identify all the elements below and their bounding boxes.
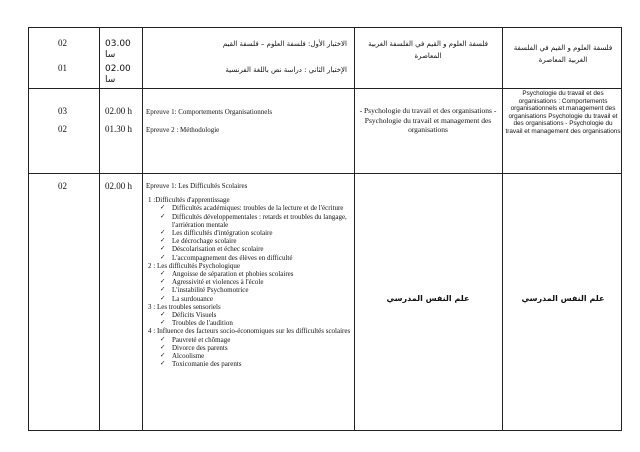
exam-table [28,27,622,431]
duration-cell: 02.00 سا [105,64,131,85]
section-heading: 1 :Difficultés d'apprentissage [148,196,230,205]
list-item: ✓ Déficits Visuels [146,311,351,319]
epreuve-title: Epreuve 1: Les Difficultés Scolaires [146,182,248,190]
list-item: ✓ Troubles de l'audition [146,319,351,327]
programme-cell: علم النفس المدرسي [386,294,470,303]
column-divider [142,28,143,430]
list-item: ✓ Divorce des parents [146,344,351,352]
specialite-cell: فلسفة العلوم و القيم في الفلسفة الغربية المعاصرة [513,44,613,64]
section-heading: 2 : Les difficultés Psychologique [148,261,241,270]
list-item: ✓ La surdouance [146,295,351,303]
list-item: ✓ Alcoolisme [146,352,351,360]
duration-cell: 02.00 h [105,181,132,191]
list-item: ✓ Difficultés académiques: troubles de la lecture et de l'écriture [146,204,351,212]
coef-cell: 02 [58,181,67,191]
list-item: ✓ Déscolarisation et échec scolaire [146,245,351,253]
list-item: ✓ L'accompagnement des élèves en difficulté [146,254,351,262]
epreuve-text: Epreuve 2 : Méthodologie [146,126,220,134]
list-item: ✓ Agressivité et violences à l'école [146,278,351,286]
specialite-cell: علم النفس المدرسي [521,294,605,303]
list-item: ✓ Pauvreté et chômage [146,336,351,344]
list-item: ✓ Les difficultés d'intégration scolaire [146,229,351,237]
coef-cell: 02 [58,38,67,48]
list-item: ✓ Toxicomanie des parents [146,360,351,368]
column-divider [502,28,503,430]
epreuve-text: الإختبار الثاني : دراسة نص باللغة الفرنسية [225,66,347,74]
programme-cell: فلسفة العلوم و القيم في الفلسفة الغربية المعاصرة [368,40,488,60]
coef-cell: 03 [58,106,67,116]
column-divider [99,28,100,430]
duration-cell: 02.00 h [105,106,132,116]
duration-cell: 01.30 h [105,124,132,134]
topic-list [146,270,351,303]
list-item: ✓ L'instabilité Psychomotrice [146,286,351,294]
specialite-cell: Psychologie du travail et des organisations : Comportements organisationnels et management des organisations Psychologie du travail et des organisations - Psychologie du travail et management des organisations [505,90,621,135]
programme-cell: - Psychologie du travail et des organisations - Psychologie du travail et management des organisations [359,106,497,134]
epreuve-text: Epreuve 1: Comportements Organisationnels [146,108,273,116]
section-heading: 4 : Influence des facteurs socio-économiques sur les difficultés scolaires [148,327,351,336]
topic-list [146,204,351,261]
topic-list [146,311,351,327]
section-heading: 3 : Les troubles sensoriels [148,302,221,311]
row-divider [29,173,621,174]
duration-cell: 03.00 سا [105,39,131,60]
list-item: ✓ Angoisse de séparation et phobies scolaires [146,270,351,278]
list-item: ✓ Le décrochage scolaire [146,237,351,245]
coef-cell: 02 [58,124,67,134]
topic-list [146,336,351,369]
list-item: ✓ Difficultés développementales : retards et troubles du langage, l'arriération mentale [146,213,351,229]
coef-cell: 01 [58,63,67,73]
epreuve-text: الاختبار الأول: فلسفة العلوم – فلسفة القيم [222,40,347,48]
row-divider [29,88,621,89]
column-divider [354,28,355,430]
epreuve-content [146,182,351,368]
